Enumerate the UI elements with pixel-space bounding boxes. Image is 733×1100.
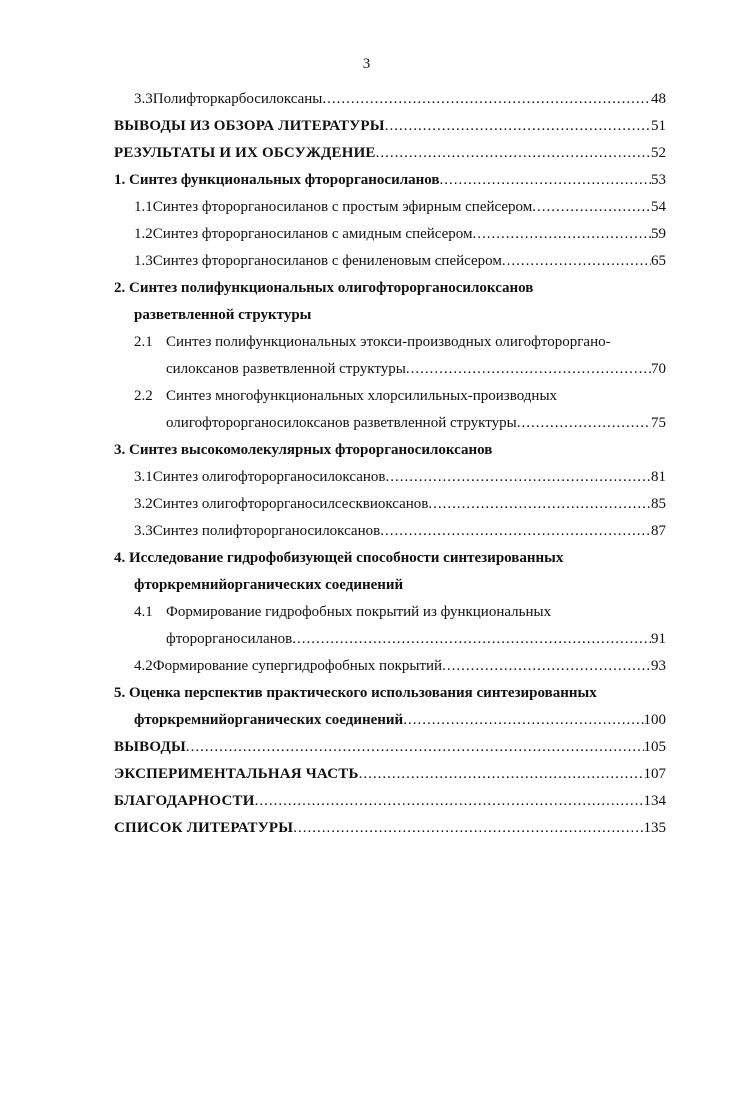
toc-entry-number: 1.3 xyxy=(134,253,153,269)
toc-entry-page: 59 xyxy=(651,226,666,242)
leader-dots xyxy=(385,113,651,140)
toc-entry-2-2-cont[interactable] xyxy=(114,410,666,437)
toc-entry-title-cont: фторкремнийорганических соединений xyxy=(134,712,404,728)
toc-entry-page: 52 xyxy=(651,145,666,161)
toc-entry-title: 3. Синтез высокомолекулярных фторорганосилоксанов xyxy=(114,442,493,458)
page-number: 3 xyxy=(362,56,371,72)
toc-entry-title: ЭКСПЕРИМЕНТАЛЬНАЯ ЧАСТЬ xyxy=(114,766,359,782)
toc-entry-page: 105 xyxy=(643,739,666,755)
leader-dots xyxy=(292,626,651,653)
toc-entry-number: 3.2 xyxy=(134,496,153,512)
toc-entry-4-1[interactable] xyxy=(114,599,666,626)
toc-entry-section-3[interactable] xyxy=(114,437,666,464)
toc-entry-2-1-cont[interactable] xyxy=(114,356,666,383)
toc-entry-title: Синтез многофункциональных хлорсилильных-производных xyxy=(166,388,558,404)
toc-entry-title: ВЫВОДЫ ИЗ ОБЗОРА ЛИТЕРАТУРЫ xyxy=(114,118,385,134)
toc-entry-review-conclusions[interactable] xyxy=(114,113,666,140)
toc-entry-title: Синтез олигофторорганосилоксанов xyxy=(152,469,386,485)
toc-entry-title: Синтез фторорганосиланов с простым эфирным спейсером xyxy=(152,199,533,215)
toc-entry-section-1[interactable] xyxy=(114,167,666,194)
toc-entry-page: 70 xyxy=(651,361,666,377)
toc-entry-title-cont: фторкремнийорганических соединений xyxy=(134,577,404,593)
leader-dots xyxy=(322,86,651,113)
toc-entry-4-2[interactable] xyxy=(114,653,666,680)
toc-entry-page: 93 xyxy=(651,658,666,674)
toc-entry-page: 87 xyxy=(651,523,666,539)
toc-entry-page: 54 xyxy=(651,199,666,215)
toc-entry-acknowledgements[interactable] xyxy=(114,788,666,815)
toc-entry-title: Синтез полифункциональных этокси-производных олигофтороргано- xyxy=(166,334,611,350)
toc-entry-page: 51 xyxy=(651,118,666,134)
toc-entry-references[interactable] xyxy=(114,815,666,842)
toc-entry-title: 1. Синтез функциональных фторорганосиланов xyxy=(114,172,440,188)
toc-entry-title: Формирование гидрофобных покрытий из функциональных xyxy=(166,604,552,620)
toc-entry-title: СПИСОК ЛИТЕРАТУРЫ xyxy=(114,820,294,836)
toc-entry-2-2[interactable] xyxy=(114,383,666,410)
toc-entry-page: 75 xyxy=(651,415,666,431)
leader-dots xyxy=(376,140,651,167)
toc-entry-page: 81 xyxy=(651,469,666,485)
leader-dots xyxy=(293,815,643,842)
leader-dots xyxy=(255,788,644,815)
toc-entry-title: ВЫВОДЫ xyxy=(114,739,186,755)
toc-entry-page: 134 xyxy=(643,793,666,809)
toc-entry-page: 53 xyxy=(651,172,666,188)
leader-dots xyxy=(359,761,644,788)
toc-entry-3-1[interactable] xyxy=(114,464,666,491)
toc-entry-title: Формирование супергидрофобных покрытий xyxy=(152,658,443,674)
toc-entry-number: 4.2 xyxy=(134,658,153,674)
toc-entry-number: 3.1 xyxy=(134,469,153,485)
toc-entry-2-1[interactable] xyxy=(114,329,666,356)
toc-entry-section-2[interactable] xyxy=(114,275,666,302)
leader-dots xyxy=(403,707,643,734)
toc-entry-number: 1.1 xyxy=(134,199,153,215)
toc-entry-title: 2. Синтез полифункциональных олигофторорганосилоксанов xyxy=(114,280,534,296)
toc-entry-section-4-cont[interactable] xyxy=(114,572,666,599)
leader-dots xyxy=(442,653,651,680)
toc-entry-page: 107 xyxy=(643,766,666,782)
toc-entry-page: 100 xyxy=(643,712,666,728)
toc-entry-page: 85 xyxy=(651,496,666,512)
toc-entry-title-cont: фторорганосиланов xyxy=(166,631,293,647)
leader-dots xyxy=(385,464,651,491)
toc-entry-title-cont: разветвленной структуры xyxy=(134,307,312,323)
toc-entry-page: 135 xyxy=(643,820,666,836)
toc-entry-title: РЕЗУЛЬТАТЫ И ИХ ОБСУЖДЕНИЕ xyxy=(114,145,376,161)
toc-entry-number: 4.1 xyxy=(134,604,153,620)
toc-entry-results[interactable] xyxy=(114,140,666,167)
leader-dots xyxy=(517,410,651,437)
toc-entry-title-cont: силоксанов разветвленной структуры xyxy=(166,361,406,377)
toc-entry-title: 4. Исследование гидрофобизующей способности синтезированных xyxy=(114,550,564,566)
leader-dots xyxy=(428,491,651,518)
toc-entry-3-3-review[interactable] xyxy=(114,86,666,113)
leader-dots xyxy=(473,221,652,248)
table-of-contents xyxy=(114,86,666,842)
toc-entry-4-1-cont[interactable] xyxy=(114,626,666,653)
toc-entry-title: Синтез олигофторорганосилсесквиоксанов xyxy=(152,496,429,512)
toc-entry-1-1[interactable] xyxy=(114,194,666,221)
toc-entry-number: 3.3 xyxy=(134,91,153,107)
leader-dots xyxy=(440,167,652,194)
toc-entry-section-5-cont[interactable] xyxy=(114,707,666,734)
toc-entry-number: 2.1 xyxy=(134,334,153,350)
toc-entry-page: 48 xyxy=(651,91,666,107)
toc-entry-1-3[interactable] xyxy=(114,248,666,275)
toc-entry-3-3[interactable] xyxy=(114,518,666,545)
toc-entry-title: Полифторкарбосилоксаны xyxy=(152,91,323,107)
toc-entry-number: 3.3 xyxy=(134,523,153,539)
toc-entry-title: 5. Оценка перспектив практического использования синтезированных xyxy=(114,685,597,701)
toc-entry-title: Синтез фторорганосиланов с амидным спейсером xyxy=(152,226,473,242)
toc-entry-title: Синтез фторорганосиланов с фениленовым спейсером xyxy=(152,253,502,269)
toc-entry-section-2-cont[interactable] xyxy=(114,302,666,329)
toc-entry-number: 1.2 xyxy=(134,226,153,242)
leader-dots xyxy=(186,734,644,761)
leader-dots xyxy=(406,356,651,383)
leader-dots xyxy=(532,194,651,221)
toc-entry-1-2[interactable] xyxy=(114,221,666,248)
toc-entry-experimental[interactable] xyxy=(114,761,666,788)
toc-entry-title-cont: олигофторорганосилоксанов разветвленной структуры xyxy=(166,415,517,431)
toc-entry-3-2[interactable] xyxy=(114,491,666,518)
leader-dots xyxy=(380,518,651,545)
toc-entry-page: 91 xyxy=(651,631,666,647)
toc-entry-page: 65 xyxy=(651,253,666,269)
leader-dots xyxy=(502,248,651,275)
toc-entry-number: 2.2 xyxy=(134,388,153,404)
toc-entry-conclusions[interactable] xyxy=(114,734,666,761)
toc-entry-title: Синтез полифторорганосилоксанов xyxy=(152,523,381,539)
toc-entry-section-5[interactable] xyxy=(114,680,666,707)
toc-entry-section-4[interactable] xyxy=(114,545,666,572)
toc-entry-title: БЛАГОДАРНОСТИ xyxy=(114,793,255,809)
